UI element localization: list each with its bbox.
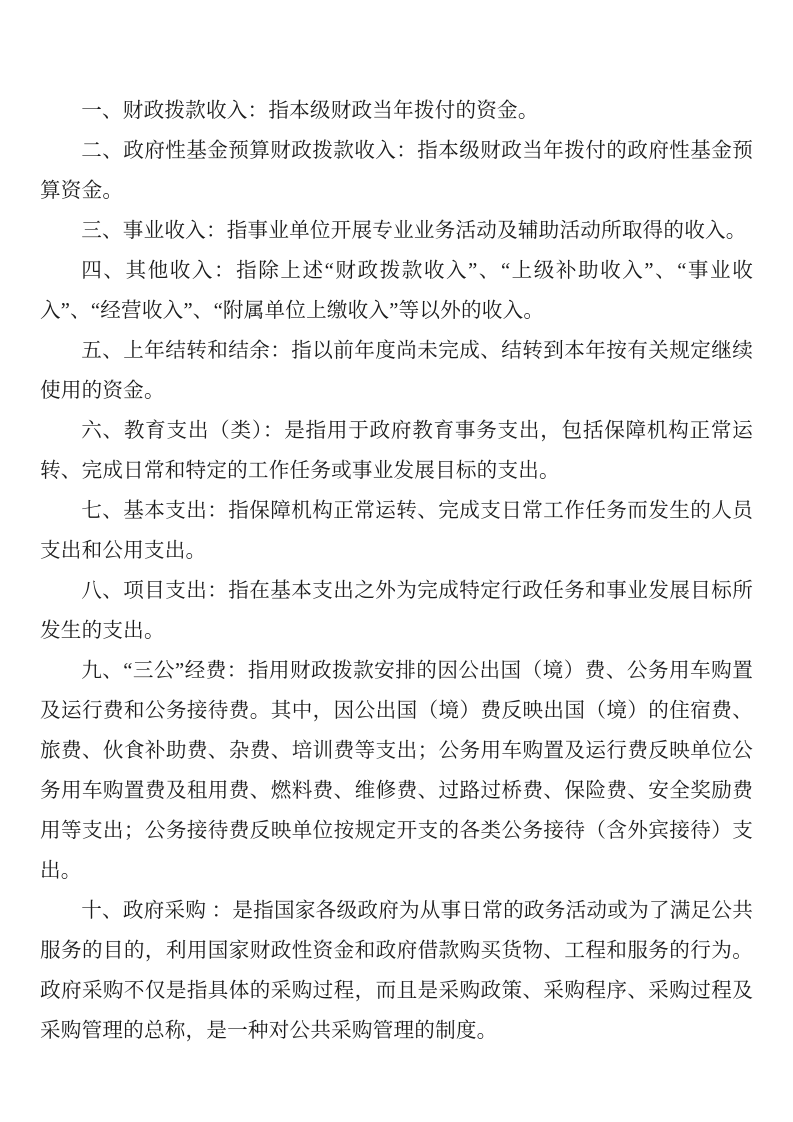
definition-three-public-funds: 九、“三公”经费：指用财政拨款安排的因公出国（境）费、公务用车购置及运行费和公务接待费。其中，因公出国（境）费反映出国（境）的住宿费、旅费、伙食补助费、杂费、培训费等支出；公务用车购置及运行费反映单位公务用车购置费及租用费、燃料费、维修费、过路过桥费、保险费、安全奖励费用等支出；公务接待费反映单位按规定开支的各类公务接待（含外宾接待）支出。 <box>40 660 753 882</box>
definition-other-income: 四、其他收入：指除上述“财政拨款收入”、“上级补助收入”、“事业收入”、“经营收入”、“附属单位上缴收入”等以外的收入。 <box>40 260 753 322</box>
definition-government-fund-budget-income: 二、政府性基金预算财政拨款收入：指本级财政当年拨付的政府性基金预算资金。 <box>40 140 753 202</box>
definition-institutional-income: 三、事业收入：指事业单位开展专业业务活动及辅助活动所取得的收入。 <box>81 220 747 242</box>
definition-basic-expenditure: 七、基本支出：指保障机构正常运转、完成支日常工作任务而发生的人员支出和公用支出。 <box>40 500 753 562</box>
definition-education-expenditure: 六、教育支出（类）：是指用于政府教育事务支出，包括保障机构正常运转、完成日常和特定的工作任务或事业发展目标的支出。 <box>40 420 753 482</box>
definition-fiscal-appropriation-income: 一、财政拨款收入：指本级财政当年拨付的资金。 <box>81 100 539 122</box>
definition-government-procurement: 十、政府采购 ：是指国家各级政府为从事日常的政务活动或为了满足公共服务的目的，利用国家财政性资金和政府借款购买货物、工程和服务的行为。政府采购不仅是指具体的采购过程，而且是采购政策、采购程序、采购过程及采购管理的总称，是一种对公共采购管理的制度。 <box>40 900 753 1042</box>
definition-project-expenditure: 八、项目支出：指在基本支出之外为完成特定行政任务和事业发展目标所发生的支出。 <box>40 580 753 642</box>
definition-carryover-and-surplus: 五、上年结转和结余：指以前年度尚未完成、结转到本年按有关规定继续使用的资金。 <box>40 340 753 402</box>
document-text-block <box>40 91 753 1051</box>
